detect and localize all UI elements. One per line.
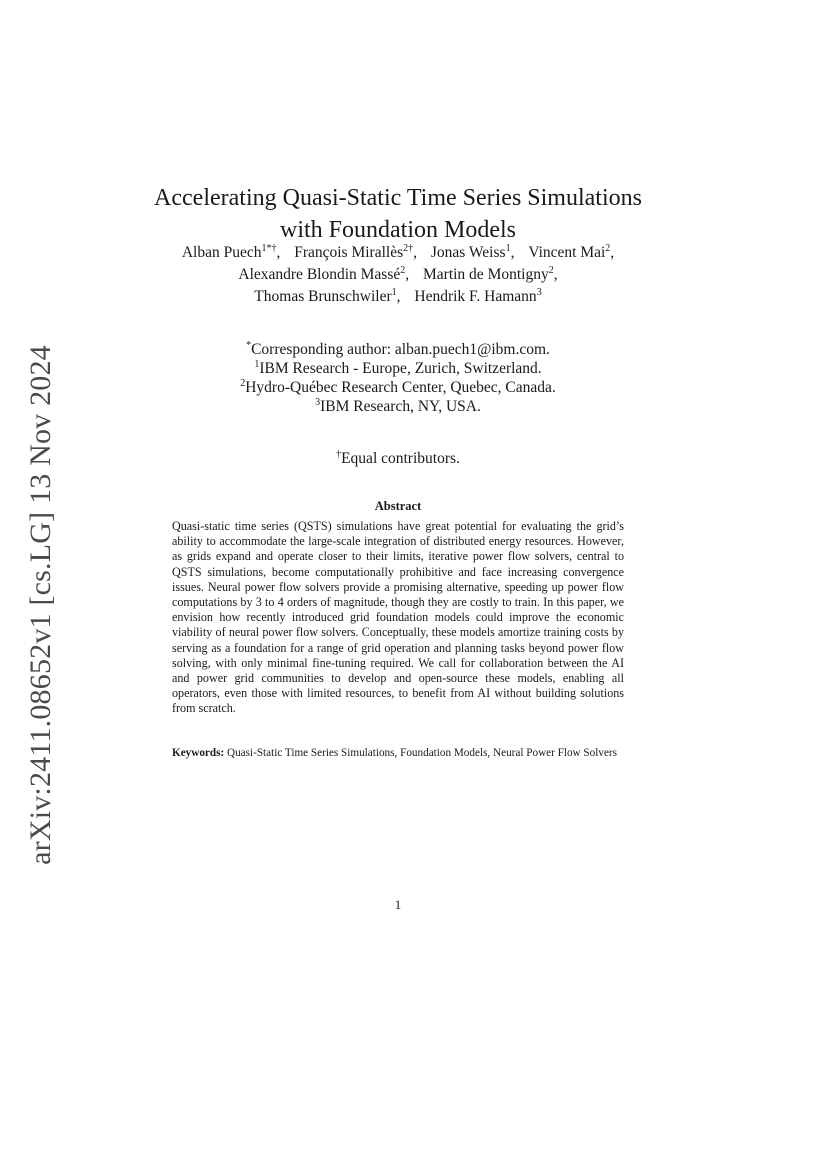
author-marks: 2 xyxy=(400,265,406,276)
author-name: Thomas Brunschwiler xyxy=(254,288,392,305)
author-name: François Mirallès xyxy=(294,244,404,261)
affiliation xyxy=(120,359,676,378)
author: Martin de Montigny$^2$, xyxy=(423,265,558,283)
affiliation-mark: 2 xyxy=(240,378,246,389)
affiliation-mark: 3 xyxy=(315,397,321,408)
page-number: 1 xyxy=(394,897,402,912)
affiliation-mark: 1 xyxy=(254,359,260,370)
affiliation-mark: * xyxy=(246,340,252,351)
equal-contribution-text: Equal contributors. xyxy=(341,450,460,467)
paper-title xyxy=(100,182,696,246)
affiliation-corresponding xyxy=(120,340,676,359)
affiliation xyxy=(120,378,676,397)
author: Thomas Brunschwiler$^1$, xyxy=(254,287,401,305)
author-marks: 2 xyxy=(548,265,554,276)
author: Vincent Mai$^2$, xyxy=(528,243,615,261)
abstract-body: Quasi-static time series (QSTS) simulations have great potential for evaluating the grid’s ability to accommodate the large-scale integration of distributed energy resources. However, as grids expand and operate closer to their limits, iterative power flow solvers, central to QSTS simulations, become computationally prohibitive and face increasing convergence issues. Neural power flow solvers provide a promising alternative, speeding up power flow computations by 3 to 4 orders of magnitude, though they are costly to train. In this paper, we envision how recently introduced grid foundation models could improve the economic viability of neural power flow solvers. Conceptually, these models amortize training costs by serving as a foundation for a range of grid operation and planning tasks beyond power flow solving, with only minimal fine-tuning required. We call for collaboration between the AI and power grid communities to develop and open-source these models, enabling all operators, even those with limited resources, to benefit from AI without building solutions from scratch. xyxy=(172,519,624,716)
author: Alexandre Blondin Massé$^2$, xyxy=(238,265,410,283)
author-list xyxy=(120,242,676,308)
author-name: Martin de Montigny xyxy=(423,266,549,283)
arxiv-identifier-text: arXiv:2411.08652v1 [cs.LG] 13 Nov 2024 xyxy=(24,345,57,865)
abstract-heading: Abstract xyxy=(374,499,422,513)
keywords-label: Keywords: xyxy=(172,747,225,759)
author-marks: 3 xyxy=(536,287,542,298)
author xyxy=(414,288,541,305)
affiliation-text: IBM Research - Europe, Zurich, Switzerland. xyxy=(259,360,542,377)
author: Jonas Weiss$^1$, xyxy=(430,243,515,261)
keywords-text: Quasi-Static Time Series Simulations, Foundation Models, Neural Power Flow Solvers xyxy=(227,747,617,759)
equal-contribution-note xyxy=(120,450,676,468)
affiliation xyxy=(120,397,676,416)
author-marks: 1*† xyxy=(261,243,277,254)
affiliation-list xyxy=(120,340,676,416)
equal-contribution-mark: † xyxy=(336,449,342,460)
author-marks: 1 xyxy=(505,243,511,254)
author-name: Alexandre Blondin Massé xyxy=(238,266,401,283)
author: Alban Puech$^{1*\dagger}$, xyxy=(181,243,281,261)
author-name: Alban Puech xyxy=(181,244,262,261)
author-marks: 2† xyxy=(403,243,414,254)
affiliation-text: Corresponding author: alban.puech1@ibm.com. xyxy=(251,341,550,358)
title-line-2: with Foundation Models xyxy=(279,217,516,243)
author-name: Hendrik F. Hamann xyxy=(414,288,537,305)
affiliation-text: IBM Research, NY, USA. xyxy=(320,398,481,415)
author: François Mirallès$^{2\dagger}$, xyxy=(294,243,417,261)
author-name: Jonas Weiss xyxy=(430,244,506,261)
arxiv-identifier xyxy=(18,345,64,865)
keywords xyxy=(172,746,624,760)
affiliation-text: Hydro-Québec Research Center, Quebec, Canada. xyxy=(245,379,556,396)
author-marks: 2 xyxy=(605,243,611,254)
author-name: Vincent Mai xyxy=(528,244,606,261)
title-line-1: Accelerating Quasi-Static Time Series Simulations xyxy=(154,185,642,211)
author-marks: 1 xyxy=(391,287,397,298)
